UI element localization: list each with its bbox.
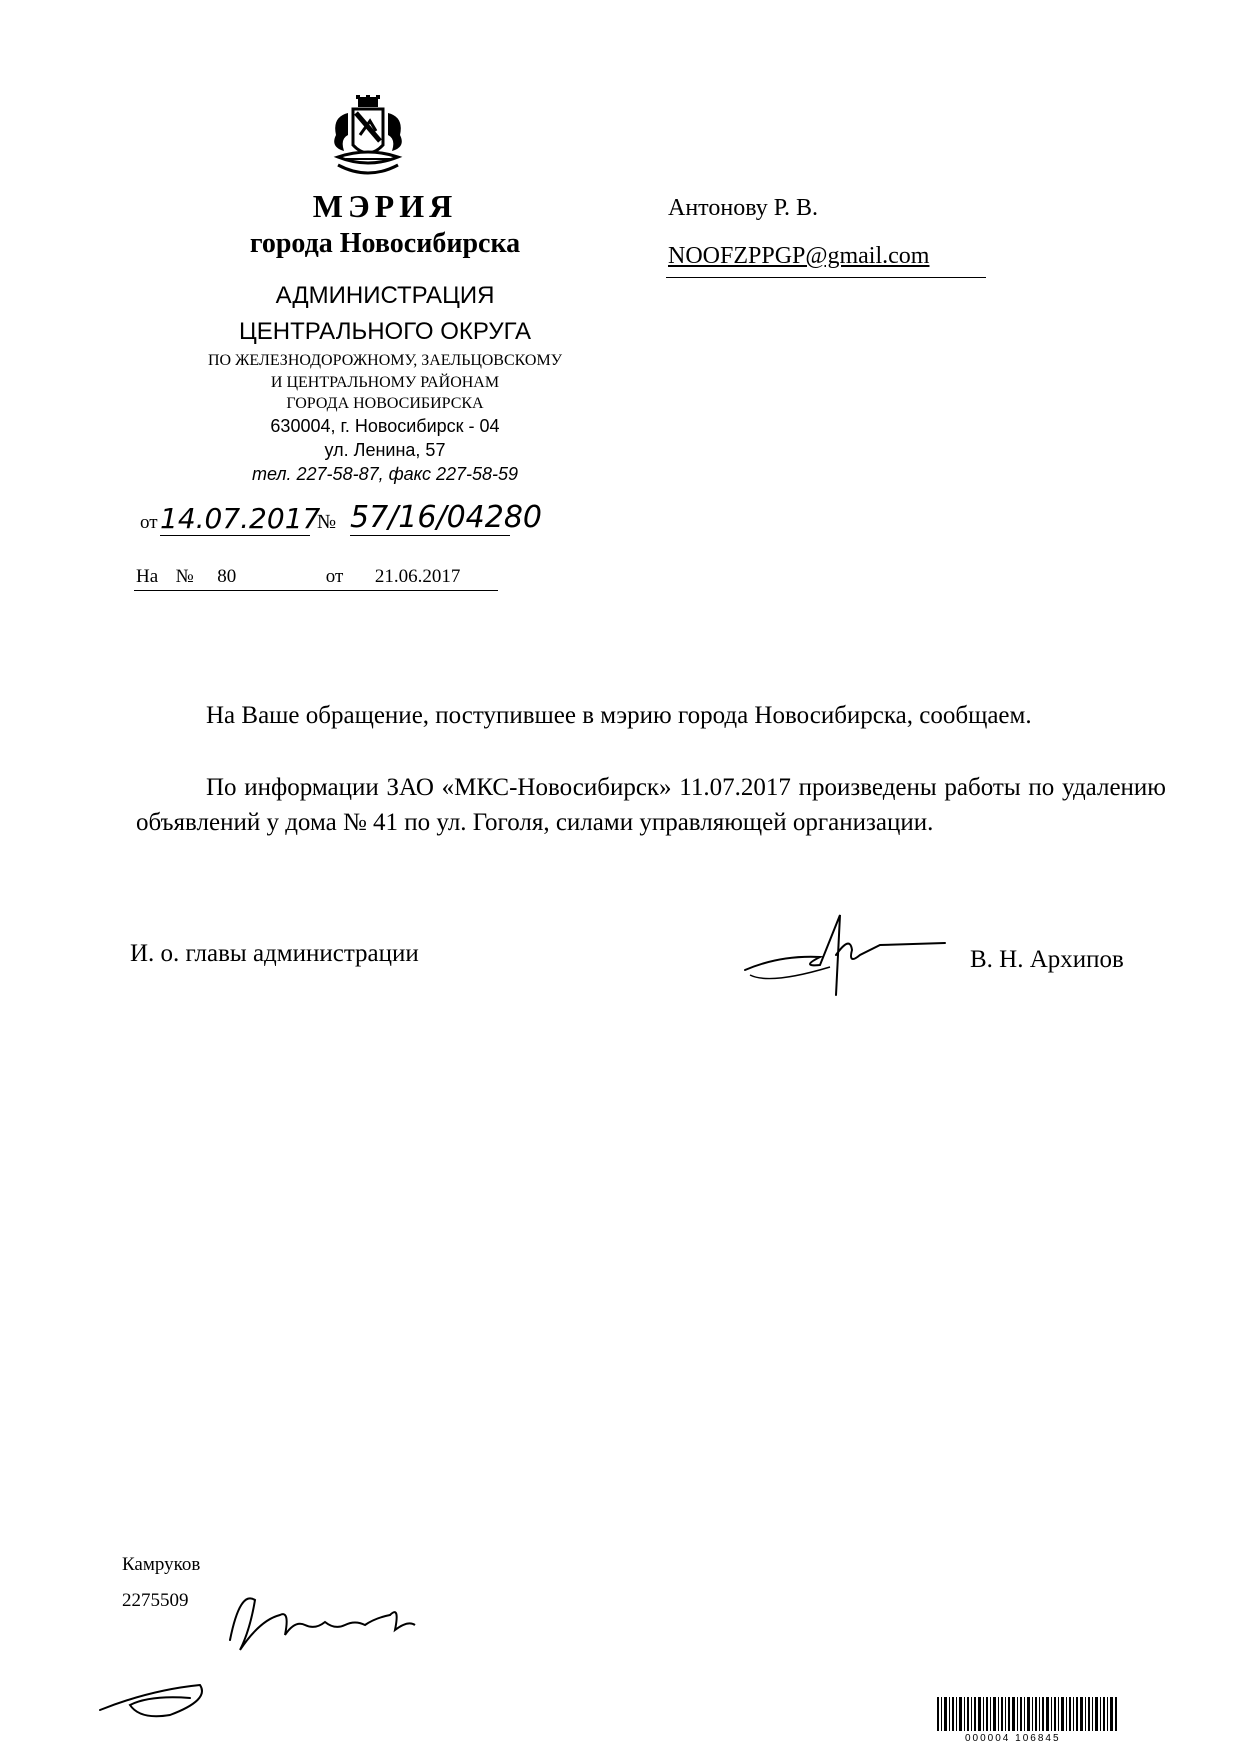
letterhead-address-line1: 630004, г. Новосибирск - 04 <box>270 416 500 436</box>
reference-number: 80 <box>217 566 237 587</box>
reference-underline <box>134 590 498 591</box>
registration-from-label: от <box>140 512 158 533</box>
reference-number-label: № <box>175 566 194 587</box>
executor-signature-icon <box>90 1580 450 1730</box>
registration-number-line <box>350 535 510 536</box>
registration-date: 14.07.2017 <box>160 502 321 535</box>
letterhead-districts-line1: ПО ЖЕЛЕЗНОДОРОЖНОМУ, ЗАЕЛЬЦОВСКОМУ <box>207 352 563 369</box>
letterhead-title: МЭРИЯ <box>312 188 458 224</box>
letterhead-districts-line2: И ЦЕНТРАЛЬНОМУ РАЙОНАМ <box>270 374 500 391</box>
executor-phone: 2275509 <box>122 1590 189 1611</box>
reference-prefix: На <box>136 566 159 587</box>
registration-number: 57/16/04280 <box>350 500 542 535</box>
registration-date-line <box>160 535 310 536</box>
reference-row <box>136 566 460 588</box>
signature-icon <box>740 895 950 1005</box>
recipient-name: Антонову Р. В. <box>668 195 819 221</box>
email-underline <box>666 277 986 278</box>
letterhead-address-line2: ул. Ленина, 57 <box>324 440 446 460</box>
signatory-title: И. о. главы администрации <box>130 940 419 967</box>
barcode-number: 000004 106845 <box>965 1733 1061 1744</box>
letterhead-admin-line1: АДМИНИСТРАЦИЯ <box>275 282 495 309</box>
letterhead-districts-line3: ГОРОДА НОВОСИБИРСКА <box>286 395 484 412</box>
letterhead-admin-line2: ЦЕНТРАЛЬНОГО ОКРУГА <box>239 318 531 345</box>
registration-number-label: № <box>317 511 337 533</box>
recipient-email: NOOFZPPGP@gmail.com <box>668 243 930 269</box>
coat-of-arms-icon <box>318 95 418 185</box>
letterhead-city: города Новосибирска <box>249 228 521 259</box>
reference-from-label: от <box>325 566 344 587</box>
body-paragraph-2: По информации ЗАО «МКС-Новосибирск» 11.07.2017 произведены работы по удалению объявлений у дома № 41 по ул. Гоголя, силами управляющей организации. <box>136 774 1166 836</box>
executor-name: Камруков <box>122 1554 201 1575</box>
body-paragraph-1: На Ваше обращение, поступившее в мэрию города Новосибирска, сообщаем. <box>206 702 1032 729</box>
signatory-name: В. Н. Архипов <box>970 946 1124 973</box>
barcode-icon <box>935 1697 1120 1737</box>
reference-date: 21.06.2017 <box>374 566 461 587</box>
letterhead-phone: тел. 227-58-87, факс 227-58-59 <box>251 464 519 484</box>
